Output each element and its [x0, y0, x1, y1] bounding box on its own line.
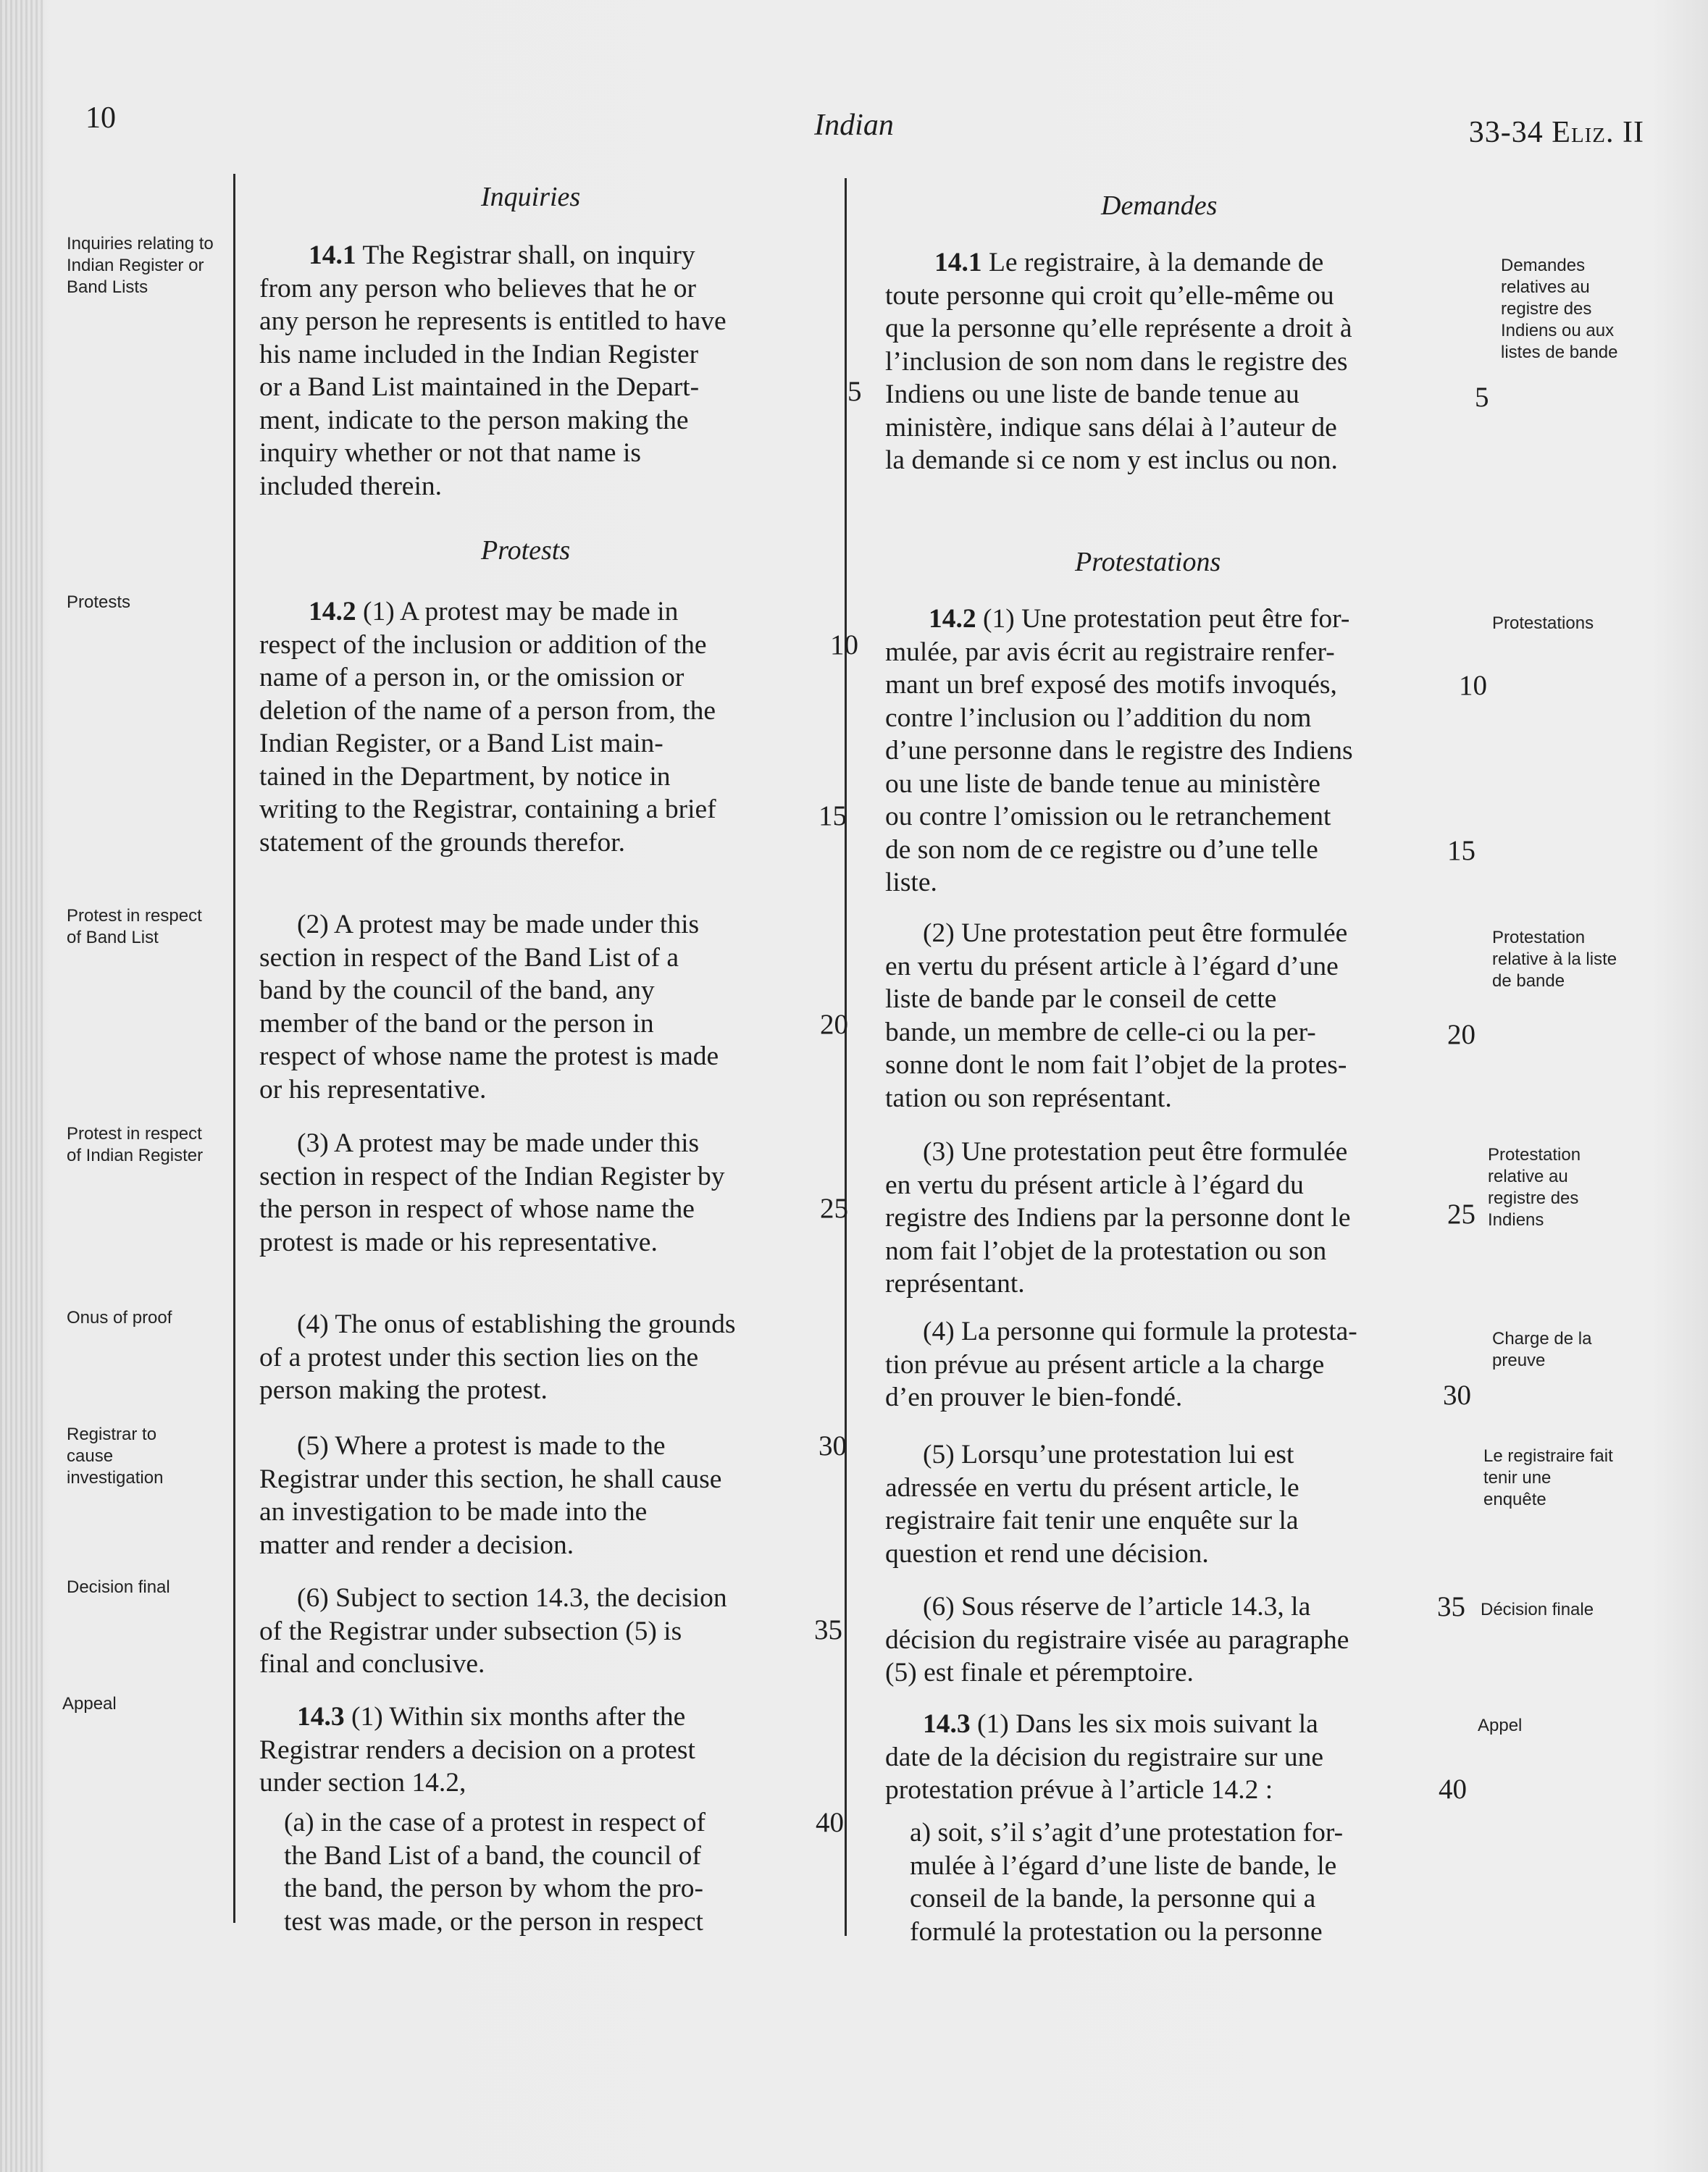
line-number: 25 [1447, 1199, 1475, 1230]
line-number: 20 [820, 1009, 848, 1040]
section-14-2-5-fr: (5) Lorsqu’une protestation lui est adressée en vertu du présent article, le registraire fait tenir une enquête sur la question et rend une décision. [885, 1440, 1299, 1569]
page-edge [0, 0, 43, 2172]
session-label: 33-34 Eliz. II [1468, 116, 1644, 149]
section-14-2-5-en: (5) Where a protest is made to the Registrar under this section, he shall cause an investigation to be made into the matter and render a decision. [259, 1431, 722, 1560]
section-14-3-1-fr: 14.3 (1) Dans les six mois suivant la date de la décision du registraire sur une protestation prévue à l’article 14.2 : [885, 1709, 1323, 1805]
page-number: 10 [85, 101, 116, 135]
margin-note-charge-preuve: Charge de la preuve [1492, 1329, 1592, 1370]
section-14-2-4-en: (4) The onus of establishing the grounds of a protest under this section lies on the person making the protest. [259, 1309, 736, 1405]
margin-note-protestation-liste: Protestation relative à la liste de bande [1492, 928, 1617, 991]
running-title: Indian [814, 109, 894, 142]
line-number: 15 [1447, 835, 1475, 866]
heading-protests: Protests [481, 535, 571, 566]
section-14-2-1-en: 14.2 (1) A protest may be made in respect of the inclusion or addition of the name of a person in, or the omission or deletion of the name of a person from, the Indian Register, or a Band List main- tained in the Department, by notice in writing to the Registrar, containing a brief statement of the grounds therefor. [259, 597, 716, 858]
line-number: 25 [820, 1193, 848, 1224]
section-14-1-fr: 14.1 Le registraire, à la demande de toute personne qui croit qu’elle-même ou que la personne qu’elle représente a droit à l’inclusion de son nom dans le registre des Indiens ou une liste de bande tenue au ministère, indique sans délai à l’auteur de la demande si ce nom y est inclus ou non. [885, 248, 1352, 475]
heading-inquiries: Inquiries [481, 182, 581, 212]
margin-note-demandes: Demandes relatives au registre des Indiens ou aux listes de bande [1501, 256, 1618, 362]
section-14-2-2-en: (2) A protest may be made under this section in respect of the Band List of a band by the council of the band, any member of the band or the person in respect of whose name the protest is made or his representative. [259, 910, 719, 1104]
section-14-2-6-fr: (6) Sous réserve de l’article 14.3, la décision du registraire visée au paragraphe (5) est finale et péremptoire. [885, 1592, 1349, 1687]
line-number: 5 [847, 376, 862, 407]
line-number: 40 [816, 1807, 844, 1838]
line-number: 10 [830, 629, 858, 661]
section-number: 14.1 [309, 240, 356, 270]
line-number: 5 [1475, 382, 1489, 413]
margin-note-decision-final: Decision final [67, 1577, 170, 1597]
section-14-3-1-en: 14.3 (1) Within six months after the Registrar renders a decision on a protest under section 14.2, [259, 1702, 695, 1798]
section-14-2-3-en: (3) A protest may be made under this section in respect of the Indian Register by the person in respect of whose name the protest is made or his representative. [259, 1128, 725, 1257]
line-number: 10 [1459, 670, 1487, 701]
section-14-2-1-fr: 14.2 (1) Une protestation peut être for- mulée, par avis écrit au registraire renfer- mant un bref exposé des motifs invoqués, contre l’inclusion ou l’addition du nom d’une personne dans le registre des Indiens ou une liste de bande tenue au ministère ou contre l’omission ou le retranchement de son nom de ce registre ou d’une telle liste. [885, 604, 1353, 897]
line-number: 35 [1437, 1591, 1465, 1622]
margin-note-protestation-registre: Protestation relative au registre des Indiens [1488, 1145, 1581, 1230]
margin-note-appeal: Appeal [62, 1694, 117, 1714]
margin-note-registrar-investigation: Registrar to cause investigation [67, 1425, 164, 1488]
line-number: 15 [819, 800, 847, 831]
margin-note-onus-of-proof: Onus of proof [67, 1308, 172, 1328]
center-column-rule [845, 178, 847, 1936]
margin-note-inquiries: Inquiries relating to Indian Register or Band Lists [67, 234, 214, 297]
section-14-1-en: 14.1 The Registrar shall, on inquiry from any person who believes that he or any person he represents is entitled to have his name included in the Indian Register or a Band List maintained in the Depart- ment, indicate to the person making the inquiry whether or not that name is included therein. [259, 240, 727, 501]
margin-note-protestations: Protestations [1492, 613, 1594, 633]
margin-note-decision-finale: Décision finale [1481, 1600, 1594, 1619]
section-14-3-a-fr: a) soit, s’il s’agit d’une protestation for- mulée à l’égard d’une liste de bande, le conseil de la bande, la personne qui a formulé la protestation ou la personne [910, 1818, 1344, 1947]
line-number: 40 [1439, 1774, 1467, 1805]
line-number: 20 [1447, 1019, 1475, 1050]
margin-note-appel: Appel [1478, 1716, 1523, 1735]
heading-protestations: Protestations [1075, 547, 1221, 577]
line-number: 30 [819, 1430, 847, 1462]
margin-note-protests: Protests [67, 592, 131, 612]
section-14-2-3-fr: (3) Une protestation peut être formulée en vertu du présent article à l’égard du registre des Indiens par la personne dont le nom fait l’objet de la protestation ou son représentant. [885, 1137, 1351, 1299]
line-number: 30 [1443, 1380, 1471, 1411]
section-14-3-a-en: (a) in the case of a protest in respect of the Band List of a band, the council of the band, the person by whom the pro- test was made, or the person in respect [284, 1808, 706, 1937]
section-14-2-4-fr: (4) La personne qui formule la protesta- tion prévue au présent article a la charge d’en prouver le bien-fondé. [885, 1317, 1357, 1412]
margin-note-enquete: Le registraire fait tenir une enquête [1483, 1446, 1613, 1509]
section-14-2-2-fr: (2) Une protestation peut être formulée en vertu du présent article à l’égard d’une liste de bande par le conseil de cette bande, un membre de celle-ci ou la per- sonne dont le nom fait l’objet de la protes- tation ou son représentant. [885, 918, 1348, 1113]
section-14-2-6-en: (6) Subject to section 14.3, the decision of the Registrar under subsection (5) is final and conclusive. [259, 1583, 727, 1679]
heading-demandes: Demandes [1101, 190, 1218, 221]
line-number: 35 [814, 1614, 842, 1645]
left-margin-rule [233, 174, 235, 1923]
margin-note-protest-band-list: Protest in respect of Band List [67, 906, 202, 947]
margin-note-protest-indian-register: Protest in respect of Indian Register [67, 1124, 204, 1165]
